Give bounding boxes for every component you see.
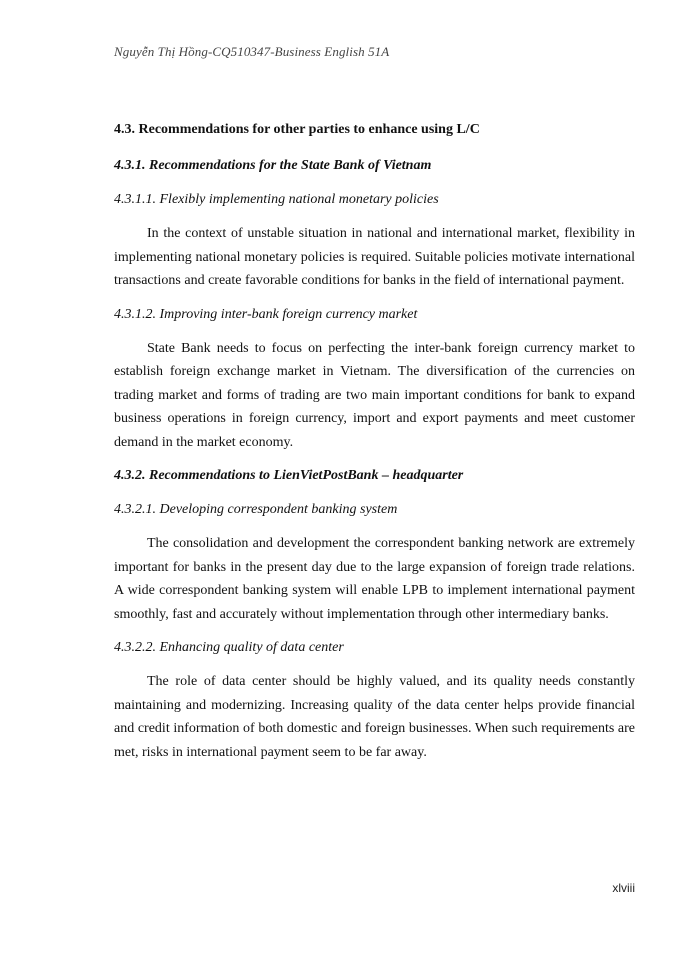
subsubsection-heading-4-3-2-1: 4.3.2.1. Developing correspondent banking system — [114, 502, 398, 517]
subsubsection-heading-4-3-2-2: 4.3.2.2. Enhancing quality of data center — [114, 640, 344, 655]
page-body — [114, 120, 635, 776]
subsubsection-heading-4-3-1-2: 4.3.1.2. Improving inter-bank foreign currency market — [114, 306, 418, 322]
subsection-heading-4-3-1: 4.3.1. Recommendations for the State Bank of Vietnam — [114, 158, 432, 173]
running-header: Nguyễn Thị Hồng-CQ510347-Business English 51A — [114, 44, 390, 59]
paragraph-4-3-2-2: The role of data center should be highly valued, and its quality needs constantly maintaining and modernizing. Increasing quality of the data center helps provide financial and credit information of both domestic and foreign businesses. When such requirements are met, risks in international payment seem to be far away. — [114, 674, 635, 760]
paragraph-4-3-1-2: State Bank needs to focus on perfecting the inter-bank foreign currency market to establish foreign exchange market in Vietnam. The diversification of the currencies on trading market and forms of trading are two main important conditions for bank to expand business operations in foreign currency, import and export payments and meet customer demand in the market economy. — [114, 340, 635, 450]
paragraph-4-3-2-1: The consolidation and development the correspondent banking network are extremely important for banks in the present day due to the large expansion of foreign trade relations. A wide correspondent banking system will enable LPB to implement international payment smoothly, fast and accurately without implementation through other intermediary banks. — [114, 536, 635, 622]
paragraph-4-3-1-1: In the context of unstable situation in national and international market, flexibility in implementing national monetary policies is required. Suitable policies motivate international transactions and create favorable conditions for banks in the field of international payment. — [114, 226, 635, 288]
subsection-heading-4-3-2: 4.3.2. Recommendations to LienVietPostBank – headquarter — [114, 468, 464, 483]
subsubsection-heading-4-3-1-1: 4.3.1.1. Flexibly implementing national monetary policies — [114, 192, 439, 207]
section-heading-4-3: 4.3. Recommendations for other parties to enhance using L/C — [114, 122, 480, 137]
page-number: xlviii — [612, 881, 635, 895]
